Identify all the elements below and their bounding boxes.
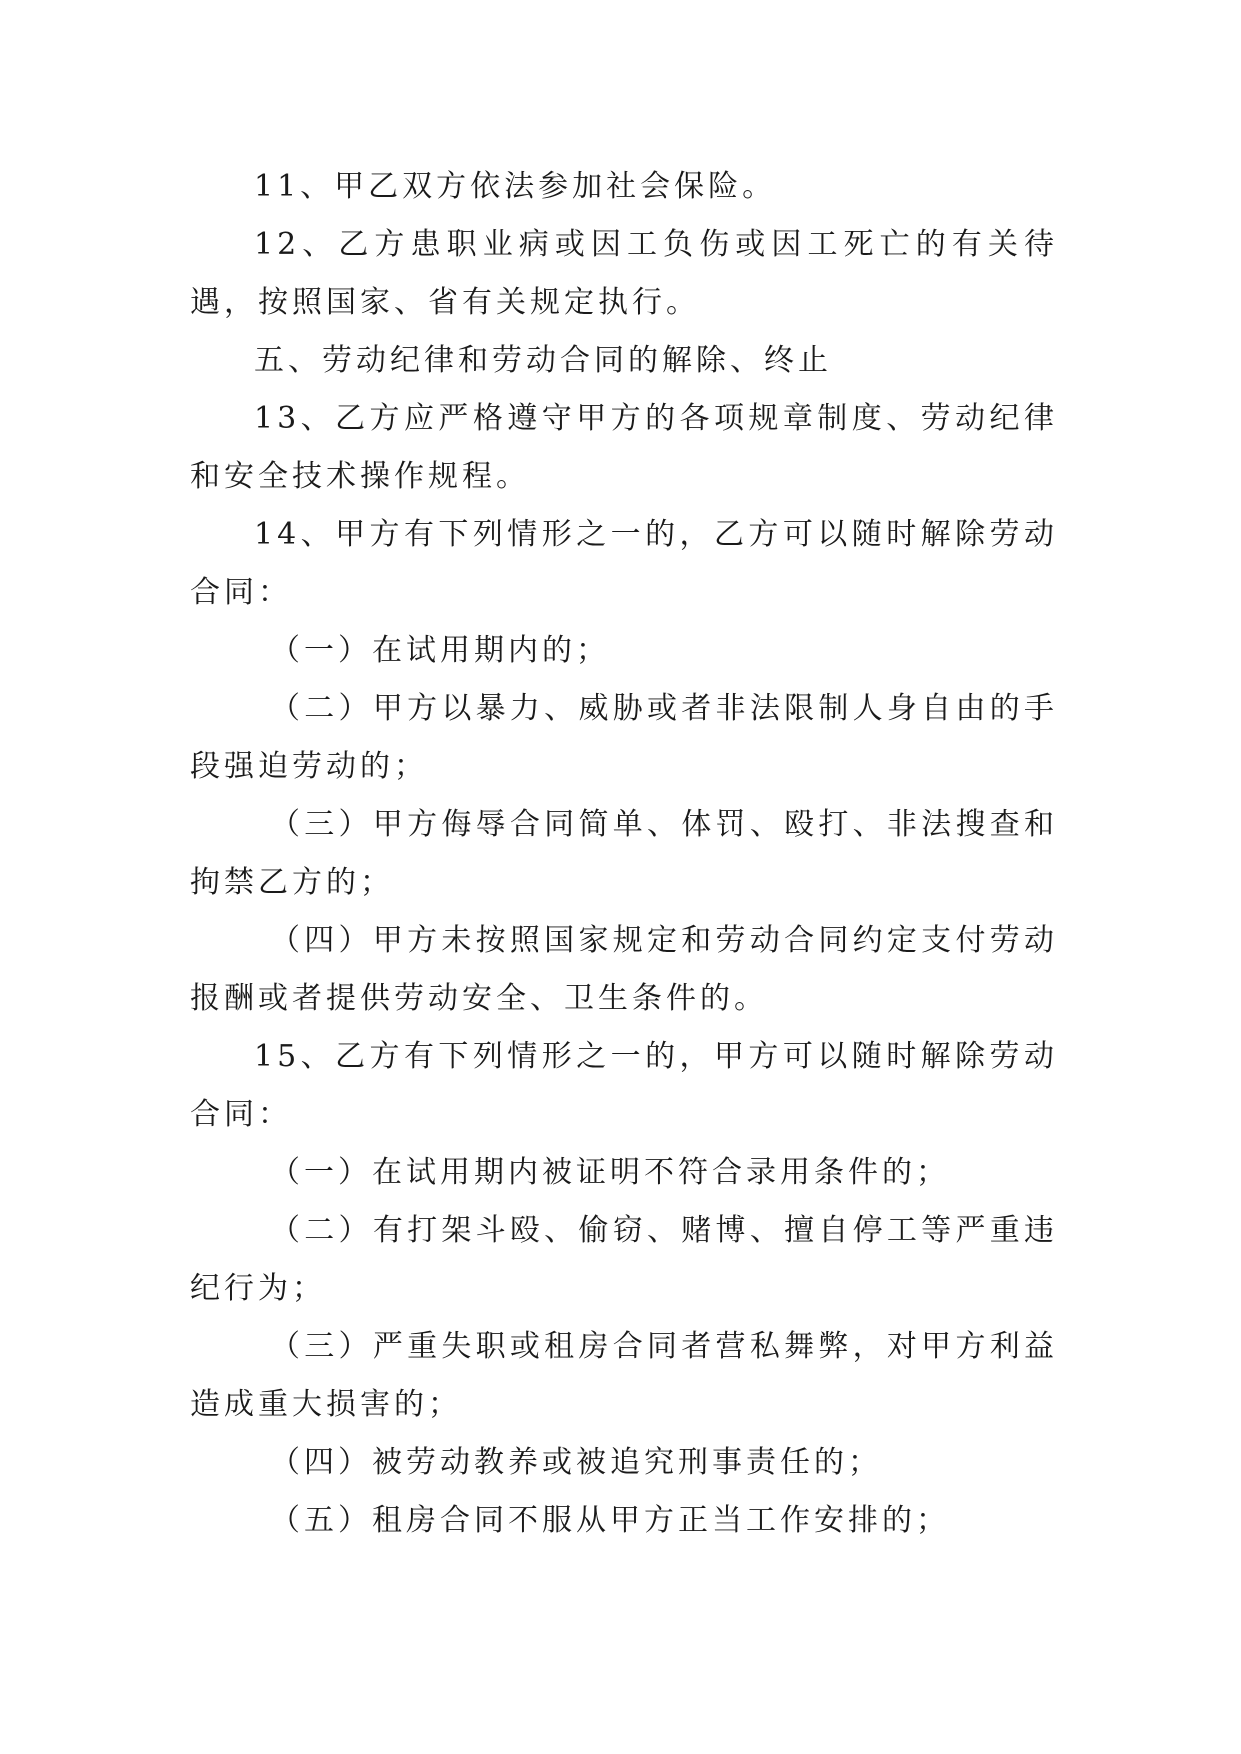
clause-15-item-4: （四）被劳动教养或被追究刑事责任的； <box>270 1445 882 1480</box>
clause-11: 11、甲乙双方依法参加社会保险。 <box>254 169 777 204</box>
document-body <box>190 158 1058 1550</box>
clause-14-item-4: （四）甲方未按照国家规定和劳动合同约定支付劳动报酬或者提供劳动安全、卫生条件的。 <box>190 923 1058 1016</box>
clause-15-item-5: （五）租房合同不服从甲方正当工作安排的； <box>270 1503 950 1538</box>
clause-13: 13、乙方应严格遵守甲方的各项规章制度、劳动纪律和安全技术操作规程。 <box>190 401 1058 494</box>
section-heading-5: 五、劳动纪律和劳动合同的解除、终止 <box>254 343 832 378</box>
clause-14: 14、甲方有下列情形之一的，乙方可以随时解除劳动合同： <box>190 517 1058 610</box>
clause-15-item-3: （三）严重失职或租房合同者营私舞弊，对甲方利益造成重大损害的； <box>190 1329 1058 1422</box>
clause-12: 12、乙方患职业病或因工负伤或因工死亡的有关待遇，按照国家、省有关规定执行。 <box>190 227 1058 320</box>
clause-15: 15、乙方有下列情形之一的，甲方可以随时解除劳动合同： <box>190 1039 1058 1132</box>
clause-14-item-3: （三）甲方侮辱合同简单、体罚、殴打、非法搜查和拘禁乙方的； <box>190 807 1058 900</box>
clause-14-item-2: （二）甲方以暴力、威胁或者非法限制人身自由的手段强迫劳动的； <box>190 691 1058 784</box>
clause-14-item-1: （一）在试用期内的； <box>270 633 610 668</box>
clause-15-item-2: （二）有打架斗殴、偷窃、赌博、擅自停工等严重违纪行为； <box>190 1213 1058 1306</box>
clause-15-item-1: （一）在试用期内被证明不符合录用条件的； <box>270 1155 950 1190</box>
